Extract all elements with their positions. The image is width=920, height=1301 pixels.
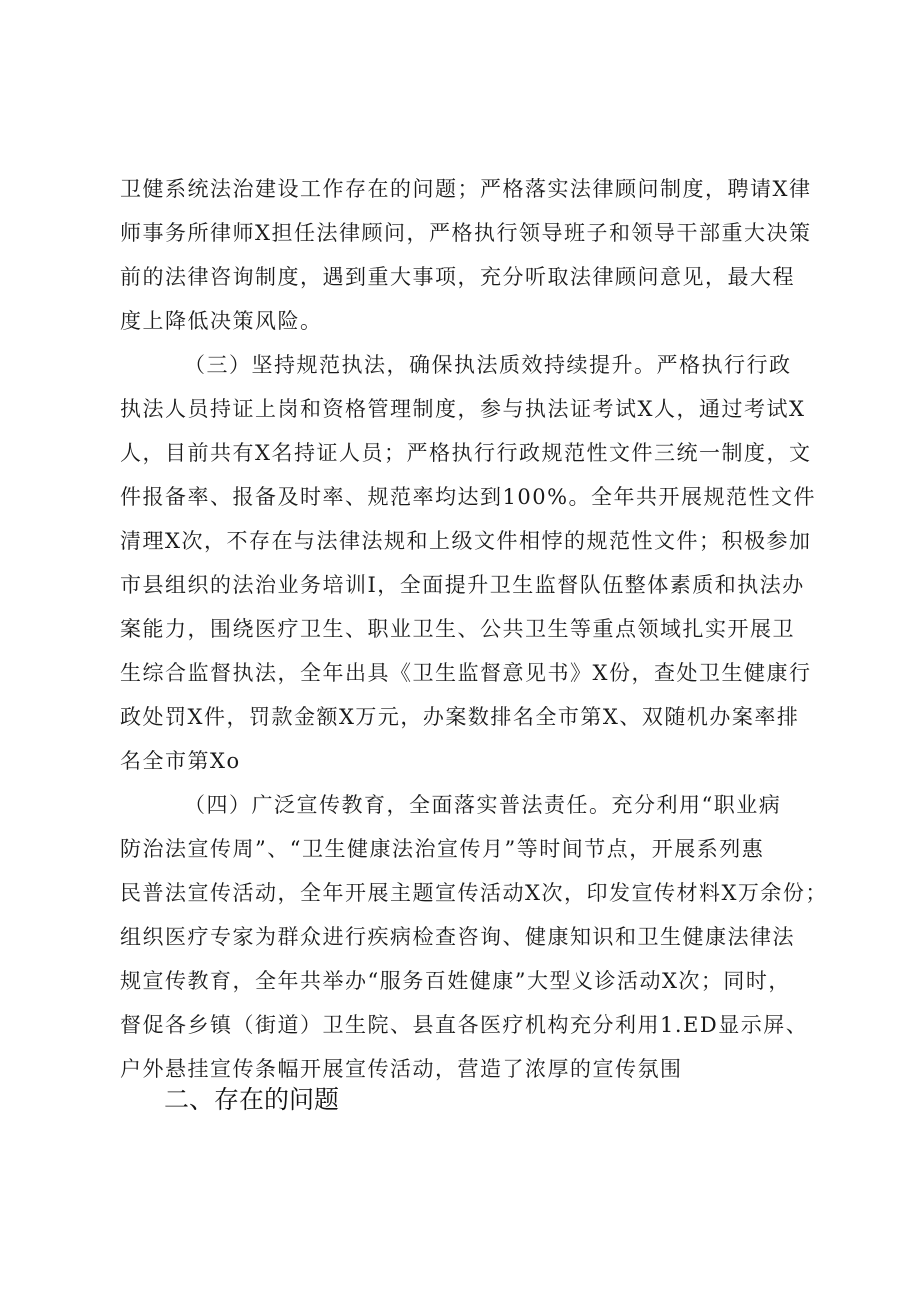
paragraph-first-line: （三）坚持规范执法，确保执法质效持续提升。严格执行行政	[184, 353, 792, 377]
paragraph-line: 案能力，围绕医疗卫生、职业卫生、公共卫生等重点领域扎实开展卫	[120, 617, 795, 641]
paragraph-line: 户外悬挂宣传条幅开展宣传活动，营造了浓厚的宣传氛围	[120, 1057, 683, 1081]
document-page	[120, 0, 828, 1301]
paragraph-line: 生综合监督执法，全年出具《卫生监督意见书》X份，查处卫生健康行	[120, 661, 812, 685]
paragraph-first-line: （四）广泛宣传教育，全面落实普法责任。充分利用“职业病	[184, 793, 782, 817]
paragraph-line: 度上降低决策风险。	[120, 309, 323, 333]
paragraph-line: 师事务所律师X担任法律顾问，严格执行领导班子和领导干部重大决策	[120, 221, 812, 245]
paragraph-line: 人，目前共有X名持证人员；严格执行行政规范性文件三统一制度，文	[120, 441, 812, 465]
paragraph-line: 组织医疗专家为群众进行疾病检查咨询、健康知识和卫生健康法律法	[120, 925, 795, 949]
paragraph-line: 执法人员持证上岗和资格管理制度，参与执法证考试X人，通过考试X	[120, 397, 806, 421]
paragraph-line: 名全市第Xo	[120, 749, 241, 773]
paragraph-line: 件报备率、报备及时率、规范率均达到100%。全年共开展规范性文件	[120, 485, 817, 509]
paragraph-line: 督促各乡镇（街道）卫生院、县直各医疗机构充分利用1.ED显示屏、	[120, 1013, 809, 1037]
paragraph-line: 卫健系统法治建设工作存在的问题；严格落实法律顾问制度，聘请X律	[120, 177, 812, 201]
paragraph-line: 民普法宣传活动，全年开展主题宣传活动X次，印发宣传材料X万余份；	[120, 881, 828, 905]
paragraph-line: 前的法律咨询制度，遇到重大事项，充分听取法律顾问意见，最大程	[120, 265, 795, 289]
paragraph-line: 防治法宣传周”、“卫生健康法治宣传月”等时间节点，开展系列惠	[120, 837, 765, 861]
paragraph-line: 市县组织的法治业务培训I，全面提升卫生监督队伍整体素质和执法办	[120, 573, 805, 597]
paragraph-line: 政处罚X件，罚款金额X万元，办案数排名全市第X、双随机办案率排	[120, 705, 800, 729]
section-heading: 二、存在的问题	[164, 1085, 340, 1114]
paragraph-line: 规宣传教育，全年共举办“服务百姓健康”大型义诊活动X次；同时，	[120, 969, 791, 993]
paragraph-line: 清理X次，不存在与法律法规和上级文件相悖的规范性文件；积极参加	[120, 529, 812, 553]
